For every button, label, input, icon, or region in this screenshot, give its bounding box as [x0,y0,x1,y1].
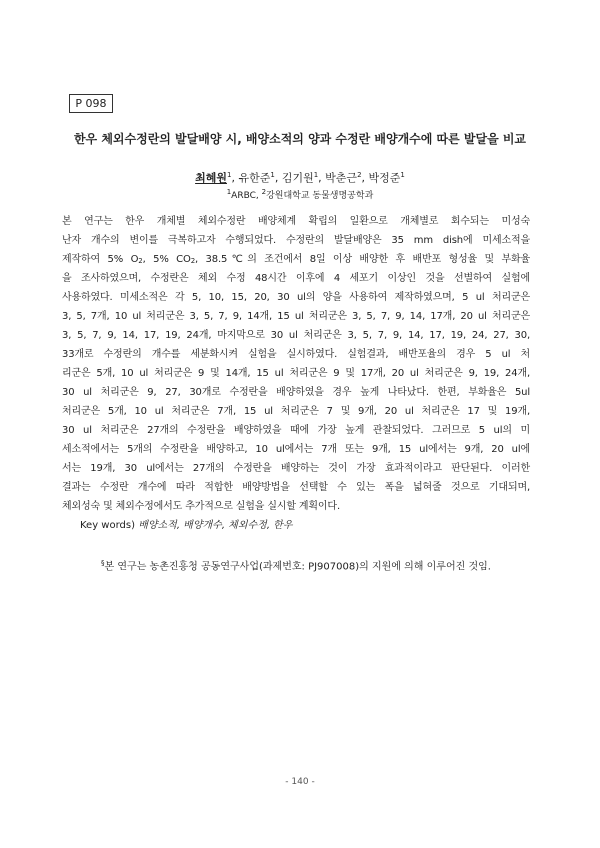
acknowledgement-mark: § [101,559,105,567]
keywords-label: Key words) [80,520,139,531]
abstract-body [62,212,530,516]
abstract-line: 3, 5, 7, 9, 14, 17, 19, 24개, 마지막으로 30 ul 처리군은 3, 5, 7, 9, 14, 17, 19, 24, 27, 30, [62,330,530,341]
abstract-line: 3, 5, 7개, 10 ul 처리군은 3, 5, 7, 9, 14개, 15 ul 처리군은 3, 5, 7, 9, 14, 17개, 20 ul 처리군은 [62,311,530,322]
subscript: 2 [138,257,143,265]
presenting-author: 최혜원 [195,171,227,185]
acknowledgement [62,556,530,574]
author-sup: 1 [226,171,232,179]
keywords-values: 배양소적, 배양개수, 체외수정, 한우 [138,520,293,531]
acknowledgement-text: 본 연구는 농촌진흥청 공동연구사업(과제번호: PJ907008)의 지원에 의해 이루어진 것임. [104,561,491,573]
abstract-fragment: , 38.5℃의 조건에서 8일 이상 배양한 후 배반포 형성율 및 부화율 [195,254,530,265]
author-sup: 1 [313,171,319,179]
abstract-line: 을 조사하였으며, 수정란은 체외 수정 48시간 이후에 4 세포기 이상인 것을 선별하여 실험에 [62,273,530,284]
author-sup: 1 [270,171,275,179]
abstract-line: 세소적에서는 5개의 수정란을 배양하고, 10 ul에서는 7개 또는 9개, 15 ul에서는 9개, 20 ul에 [62,444,530,455]
keywords [80,519,293,533]
abstract-line: 사용하였다. 미세소적은 각 5, 10, 15, 20, 30 ul의 양을 사용하여 제작하였으며, 5 ul 처리군은 [62,292,530,303]
author-name: 박정준 [368,171,401,185]
abstract-line: 결과는 수정란 개수에 따라 적합한 배양방법을 선택할 수 있는 폭을 넓혀줄 것으로 기대되며, [62,482,530,493]
affiliation-1: ARBC, [231,191,262,201]
abstract-line: 체외성숙 및 체외수정에서도 추가적으로 실험을 실시할 계획이다. [62,501,340,512]
abstract-line: 처리군은 5개, 10 ul 처리군은 7개, 15 ul 처리군은 7 및 9개, 20 ul 처리군은 17 및 19개, [62,406,530,417]
affiliation-sup: 1 [226,188,232,196]
abstract-line [62,250,530,269]
abstract-fragment: , 5% CO [142,254,191,265]
author-name: 유한준 [238,171,271,185]
abstract-line: 본 연구는 한우 개체별 체외수정란 배양체계 확립의 일환으로 개체별로 회수되는 미성숙 [62,216,530,227]
subscript: 2 [190,257,196,265]
abstract-line: 30 ul 처리군은 9, 27, 30개로 수정란을 배양하였을 경우 높게 나타났다. 한편, 부화율은 5ul [62,387,530,398]
abstract-line: 난자 개수의 변이를 극복하고자 수행되었다. 수정란의 발달배양은 35 mm dish에 미세소적을 [62,235,530,246]
page-number: - 140 - [285,777,315,787]
paper-title: 한우 체외수정란의 발달배양 시, 배양소적의 양과 수정란 배양개수에 따른 발달을 비교 [73,132,527,146]
author-sup: 1 [400,171,405,179]
abstract-line: 30 ul 처리군은 27개의 수정란을 배양하였을 때에 가장 높게 관찰되었다. 그러므로 5 ul의 미 [62,425,530,436]
author-sup: 2 [357,171,362,179]
abstract-line: 서는 19개, 30 ul에서는 27개의 수정란을 배양하는 것이 가장 효과적이라고 판단된다. 이러한 [62,463,530,474]
author-name: 박춘근 [325,171,358,185]
affiliation-sup: 2 [261,188,267,196]
abstract-line: 리군은 5개, 10 ul 처리군은 9 및 14개, 15 ul 처리군은 9 및 17개, 20 ul 처리군은 9, 19, 24개, [62,368,530,379]
affiliations [40,186,560,202]
affiliation-2: 강원대학교 동물생명공학과 [266,191,374,201]
abstract-line: 33개로 수정란의 개수를 세분화시켜 실험을 실시하였다. 실험결과, 배반포율의 경우 5 ul 처 [62,349,530,360]
author-list: 최혜원$^1$, 유한준$^1$, 김기원$^1$, 박춘근$^2$, 박정준$^1$ [195,171,405,185]
author-name: 김기원 [281,171,314,185]
poster-code: P 098 [69,94,113,113]
abstract-fragment: 제작하여 5% O [62,254,139,265]
